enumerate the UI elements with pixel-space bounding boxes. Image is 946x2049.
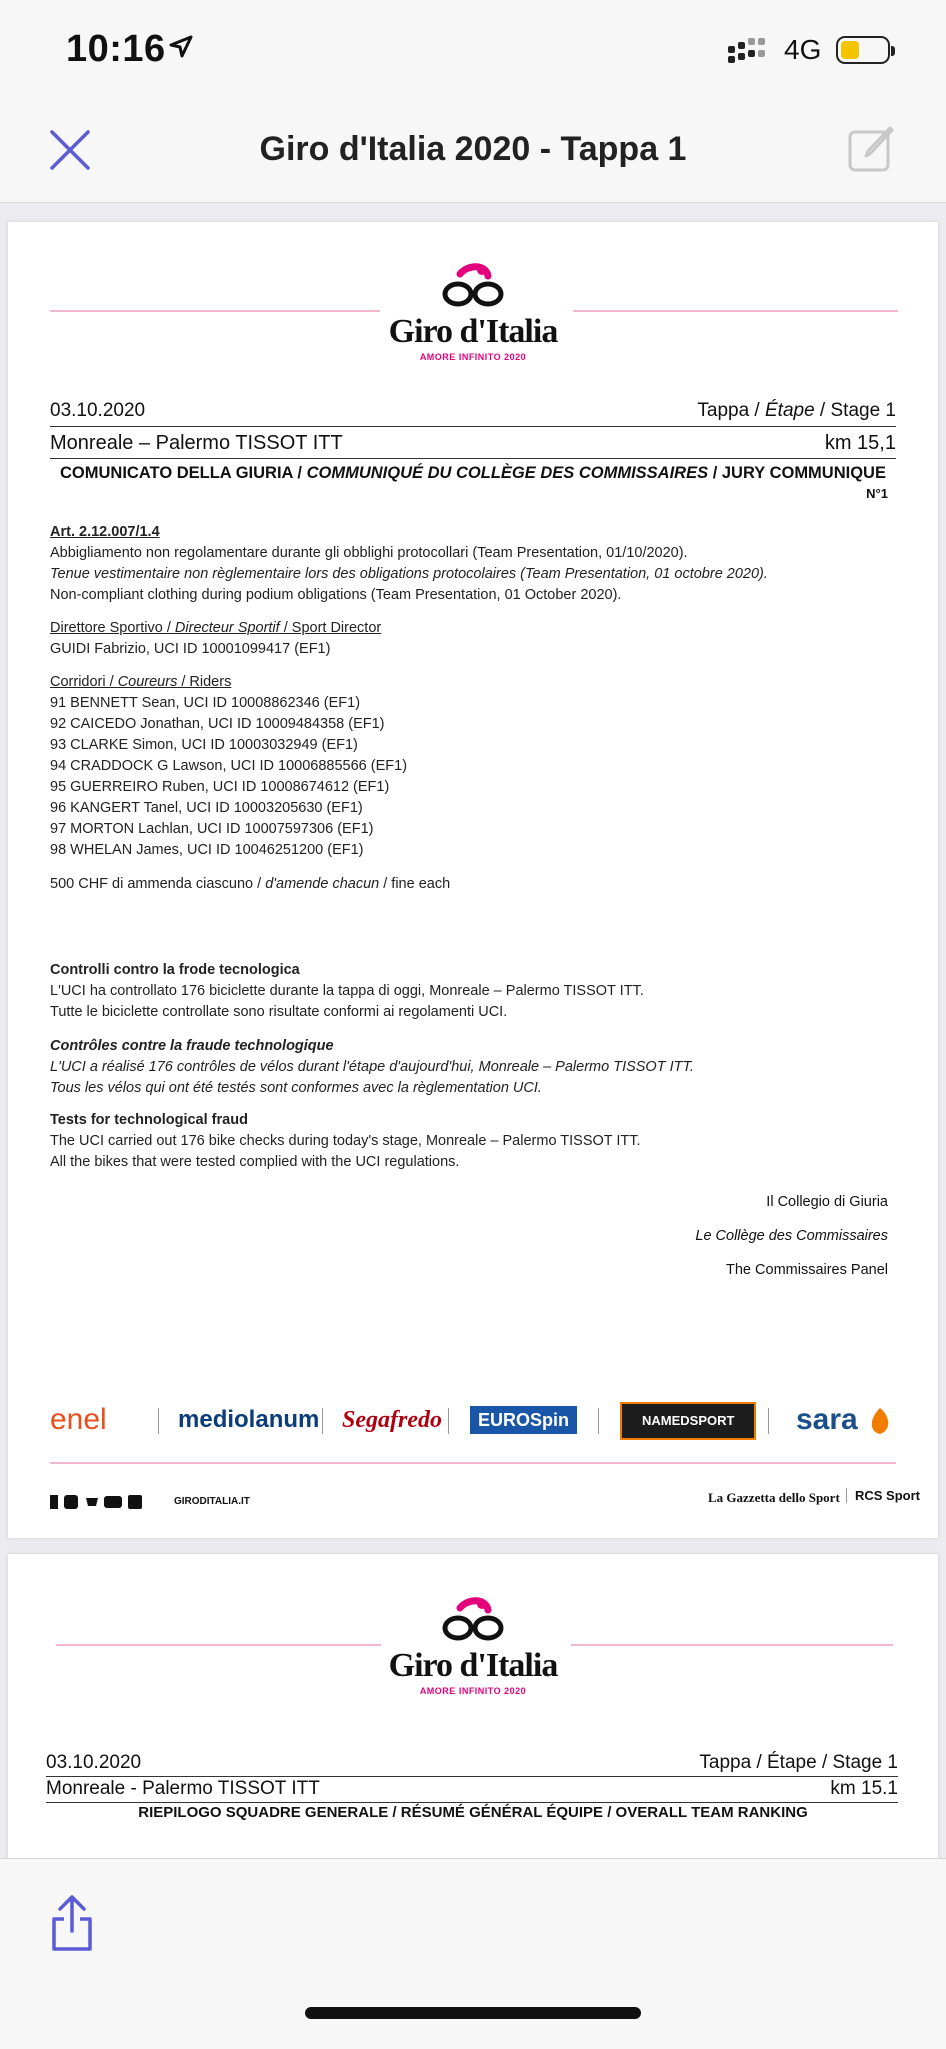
tech-text-fr-1: L'UCI a réalisé 176 contrôles de vélos durant l'étape d'aujourd'hui, Monreale – Palermo TISSOT ITT. — [50, 1059, 695, 1075]
giro-logo — [8, 262, 938, 362]
director-heading: Direttore Sportivo / Directeur Sportif / Sport Director — [50, 620, 382, 636]
tech-text-en-2: All the bikes that were tested complied with the UCI regulations. — [50, 1154, 460, 1170]
divider — [768, 1408, 769, 1434]
divider — [50, 426, 896, 427]
tech-heading-en: Tests for technological fraud — [50, 1112, 248, 1128]
tech-heading-fr: Contrôles contre la fraude technologique — [50, 1038, 334, 1054]
rider-item: 91 BENNETT Sean, UCI ID 10008862346 (EF1) — [50, 695, 361, 711]
route-distance: km 15.1 — [830, 1778, 898, 1799]
stage-label: Tappa / Étape / Stage 1 — [699, 1752, 898, 1773]
date-stage-row — [46, 1752, 898, 1774]
rider-item: 93 CLARKE Simon, UCI ID 10003032949 (EF1) — [50, 737, 358, 753]
giro-bike-logo-icon — [438, 262, 508, 310]
home-indicator[interactable] — [305, 2007, 641, 2019]
rider-item: 95 GUERREIRO Ruben, UCI ID 10008674612 (EF1) — [50, 779, 390, 795]
tech-fraud-it — [50, 960, 644, 1023]
sponsor-namedsport: NAMEDSPORT — [620, 1402, 756, 1440]
divider — [50, 1462, 896, 1464]
article-ref: Art. 2.12.007/1.4 — [50, 524, 160, 540]
logo-tagline: AMORE INFINITO 2020 — [419, 352, 527, 362]
fine-line: 500 CHF di ammenda ciascuno / d'amende chacun / fine each — [50, 876, 451, 892]
signature-en: The Commissaires Panel — [726, 1262, 888, 1278]
pdf-viewer[interactable] — [0, 202, 946, 1858]
route-name: Monreale – Palermo TISSOT ITT — [50, 432, 343, 454]
divider — [46, 1776, 898, 1777]
communique-heading: COMUNICATO DELLA GIURIA / COMMUNIQUÉ DU COLLÈGE DES COMMISSAIRES / JURY COMMUNIQUE — [60, 464, 886, 482]
director-name: GUIDI Fabrizio, UCI ID 10001099417 (EF1) — [50, 641, 331, 657]
tech-fraud-fr — [50, 1036, 694, 1099]
sponsor-segafredo: Segafredo — [342, 1407, 442, 1433]
article-text-it: Abbigliamento non regolamentare durante gli obblighi protocollari (Team Presentation, 01/10/2020). — [50, 545, 688, 561]
social-media-icons — [50, 1494, 170, 1510]
rider-item: 96 KANGERT Tanel, UCI ID 10003205630 (EF1) — [50, 800, 363, 816]
doc-date: 03.10.2020 — [46, 1752, 142, 1773]
stage-label: Tappa / Étape / Stage 1 — [697, 400, 896, 421]
tech-text-it-1: L'UCI ha controllato 176 biciclette durante la tappa di oggi, Monreale – Palermo TISSOT ITT. — [50, 983, 644, 999]
date-stage-row — [50, 400, 896, 422]
gazzetta-logo: La Gazzetta dello Sport — [708, 1490, 840, 1505]
navigation-bar — [0, 100, 946, 203]
route-row — [46, 1778, 898, 1800]
doc-date: 03.10.2020 — [50, 400, 146, 421]
sponsor-eurospin: EUROSpin — [470, 1406, 577, 1434]
rider-item: 98 WHELAN James, UCI ID 10046251200 (EF1) — [50, 842, 364, 858]
tech-heading-it: Controlli contro la frode tecnologica — [50, 962, 300, 978]
social-icons — [50, 1494, 170, 1515]
status-time: 10:16 — [66, 28, 166, 70]
rider-item: 97 MORTON Lachlan, UCI ID 10007597306 (EF1) — [50, 821, 374, 837]
site-url: GIRODITALIA.IT — [174, 1496, 250, 1507]
divider — [50, 458, 896, 459]
sponsor-enel: enel — [50, 1403, 107, 1436]
signature-it: Il Collegio di Giuria — [766, 1194, 888, 1210]
riders-block — [50, 672, 407, 861]
divider — [46, 1802, 898, 1803]
rcs-logo: RCS Sport — [846, 1488, 920, 1503]
logo-tagline: AMORE INFINITO 2020 — [419, 1686, 527, 1696]
communique-number: N°1 — [866, 486, 888, 501]
tech-text-it-2: Tutte le biciclette controllate sono risultate conformi ai regolamenti UCI. — [50, 1004, 508, 1020]
sara-flame-icon — [866, 1406, 894, 1436]
riders-heading: Corridori / Coureurs / Riders — [50, 674, 232, 690]
divider — [598, 1408, 599, 1434]
sponsor-mediolanum: mediolanum — [178, 1406, 320, 1433]
cellular-signal-icon — [728, 38, 772, 64]
divider — [448, 1408, 449, 1434]
document-title: Giro d'Italia 2020 - Tappa 1 — [259, 130, 687, 168]
battery-icon — [836, 36, 890, 64]
article-block — [50, 522, 768, 606]
logo-wordmark: Giro d'Italia — [388, 1647, 558, 1684]
bottom-toolbar — [0, 1858, 946, 2049]
director-block — [50, 618, 381, 660]
sponsor-strip — [50, 1402, 896, 1442]
divider — [322, 1408, 323, 1434]
sponsor-sara: sara — [796, 1403, 858, 1436]
giro-logo — [8, 1596, 938, 1696]
route-name: Monreale - Palermo TISSOT ITT — [46, 1778, 320, 1799]
signature-fr: Le Collège des Commissaires — [695, 1228, 888, 1244]
article-text-fr: Tenue vestimentaire non règlementaire lors des obligations protocolaires (Team Presentation, 01 octobre 2020). — [50, 566, 768, 582]
status-bar — [0, 0, 946, 100]
location-arrow-icon — [168, 34, 194, 60]
share-icon[interactable] — [48, 1893, 96, 1953]
route-distance: km 15,1 — [824, 432, 896, 454]
article-text-en: Non-compliant clothing during podium obligations (Team Presentation, 01 October 2020). — [50, 587, 622, 603]
logo-wordmark: Giro d'Italia — [388, 313, 558, 350]
pdf-page-1 — [8, 222, 938, 1538]
network-type: 4G — [784, 34, 822, 65]
ranking-heading: RIEPILOGO SQUADRE GENERALE / RÉSUMÉ GÉNÉRAL ÉQUIPE / OVERALL TEAM RANKING — [138, 1804, 808, 1821]
tech-text-fr-2: Tous les vélos qui ont été testés sont conformes avec la règlementation UCI. — [50, 1080, 542, 1096]
rider-item: 92 CAICEDO Jonathan, UCI ID 10009484358 (EF1) — [50, 716, 385, 732]
divider — [158, 1408, 159, 1434]
markup-edit-icon[interactable] — [846, 124, 898, 176]
tech-text-en-1: The UCI carried out 176 bike checks during today's stage, Monreale – Palermo TISSOT ITT. — [50, 1133, 641, 1149]
giro-bike-logo-icon — [438, 1596, 508, 1644]
rider-item: 94 CRADDOCK G Lawson, UCI ID 10006885566 (EF1) — [50, 758, 408, 774]
pdf-page-2 — [8, 1554, 938, 1858]
tech-fraud-en — [50, 1110, 641, 1173]
route-row — [50, 432, 896, 455]
